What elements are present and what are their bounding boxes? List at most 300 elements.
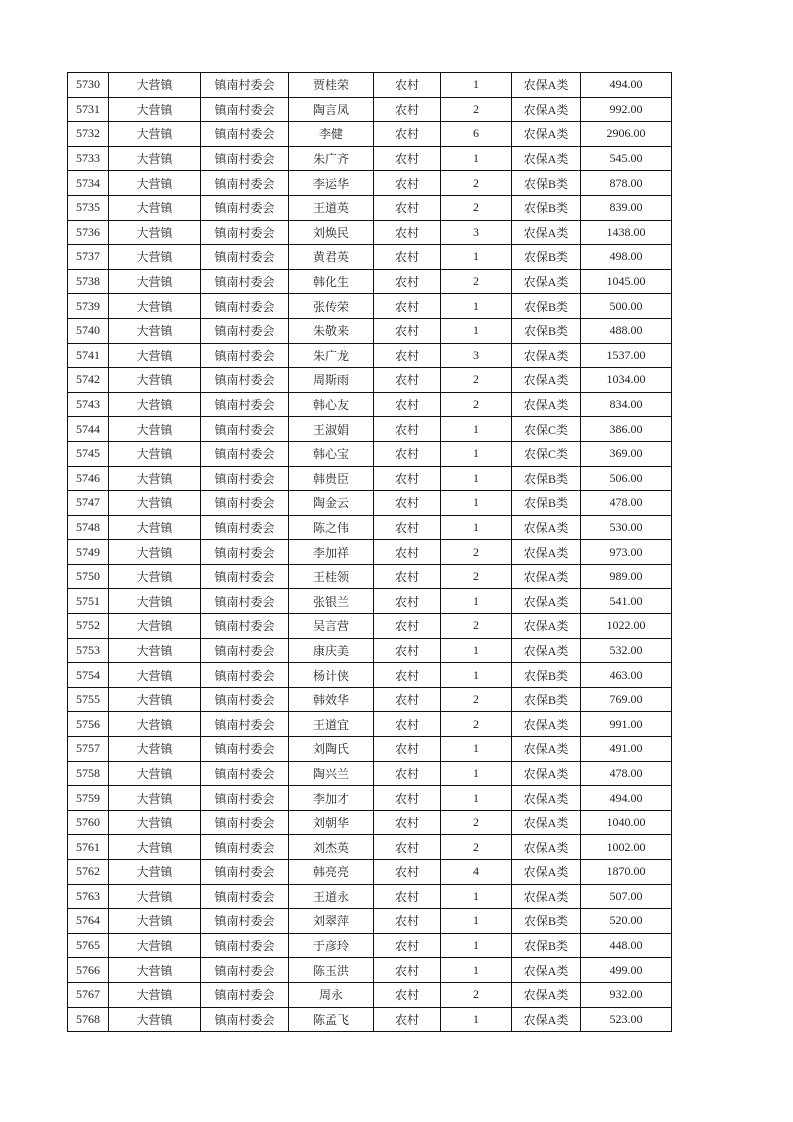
amount-cell: 769.00 (581, 687, 672, 712)
household-size-cell: 1 (441, 441, 512, 466)
name-cell: 韩心友 (289, 392, 374, 417)
table-row (68, 392, 672, 417)
household-size-cell: 1 (441, 146, 512, 171)
amount-cell: 2906.00 (581, 122, 672, 147)
table-row (68, 220, 672, 245)
area-type-cell: 农村 (374, 909, 441, 934)
amount-cell: 491.00 (581, 737, 672, 762)
household-size-cell: 2 (441, 810, 512, 835)
row-number-cell: 5766 (68, 958, 109, 983)
name-cell: 朱广齐 (289, 146, 374, 171)
town-cell: 大营镇 (109, 146, 201, 171)
row-number-cell: 5734 (68, 171, 109, 196)
household-size-cell: 2 (441, 171, 512, 196)
insurance-category-cell: 农保A类 (512, 860, 581, 885)
insurance-category-cell: 农保A类 (512, 810, 581, 835)
amount-cell: 1034.00 (581, 368, 672, 393)
household-size-cell: 1 (441, 294, 512, 319)
table-row (68, 835, 672, 860)
table-row (68, 195, 672, 220)
insurance-category-cell: 农保A类 (512, 564, 581, 589)
name-cell: 张银兰 (289, 589, 374, 614)
household-size-cell: 2 (441, 982, 512, 1007)
village-committee-cell: 镇南村委会 (201, 318, 289, 343)
amount-cell: 545.00 (581, 146, 672, 171)
village-committee-cell: 镇南村委会 (201, 737, 289, 762)
insurance-category-cell: 农保A类 (512, 515, 581, 540)
table-row (68, 515, 672, 540)
insurance-category-cell: 农保A类 (512, 982, 581, 1007)
amount-cell: 523.00 (581, 1007, 672, 1032)
town-cell: 大营镇 (109, 909, 201, 934)
town-cell: 大营镇 (109, 810, 201, 835)
row-number-cell: 5746 (68, 466, 109, 491)
village-committee-cell: 镇南村委会 (201, 786, 289, 811)
area-type-cell: 农村 (374, 663, 441, 688)
amount-cell: 506.00 (581, 466, 672, 491)
area-type-cell: 农村 (374, 786, 441, 811)
village-committee-cell: 镇南村委会 (201, 564, 289, 589)
town-cell: 大营镇 (109, 491, 201, 516)
name-cell: 陈孟飞 (289, 1007, 374, 1032)
area-type-cell: 农村 (374, 712, 441, 737)
row-number-cell: 5751 (68, 589, 109, 614)
amount-cell: 499.00 (581, 958, 672, 983)
row-number-cell: 5739 (68, 294, 109, 319)
name-cell: 刘朝华 (289, 810, 374, 835)
village-committee-cell: 镇南村委会 (201, 343, 289, 368)
area-type-cell: 农村 (374, 269, 441, 294)
area-type-cell: 农村 (374, 589, 441, 614)
row-number-cell: 5731 (68, 97, 109, 122)
area-type-cell: 农村 (374, 318, 441, 343)
row-number-cell: 5765 (68, 933, 109, 958)
name-cell: 陶言凤 (289, 97, 374, 122)
amount-cell: 530.00 (581, 515, 672, 540)
household-size-cell: 1 (441, 515, 512, 540)
household-size-cell: 2 (441, 269, 512, 294)
household-size-cell: 1 (441, 589, 512, 614)
insurance-category-cell: 农保A类 (512, 73, 581, 98)
town-cell: 大营镇 (109, 294, 201, 319)
household-size-cell: 1 (441, 737, 512, 762)
row-number-cell: 5738 (68, 269, 109, 294)
row-number-cell: 5737 (68, 245, 109, 270)
town-cell: 大营镇 (109, 860, 201, 885)
village-committee-cell: 镇南村委会 (201, 392, 289, 417)
name-cell: 王道宜 (289, 712, 374, 737)
household-size-cell: 2 (441, 392, 512, 417)
row-number-cell: 5741 (68, 343, 109, 368)
row-number-cell: 5753 (68, 638, 109, 663)
village-committee-cell: 镇南村委会 (201, 466, 289, 491)
name-cell: 朱广龙 (289, 343, 374, 368)
amount-cell: 834.00 (581, 392, 672, 417)
village-committee-cell: 镇南村委会 (201, 638, 289, 663)
amount-cell: 520.00 (581, 909, 672, 934)
amount-cell: 991.00 (581, 712, 672, 737)
name-cell: 吴言营 (289, 614, 374, 639)
insurance-category-cell: 农保A类 (512, 368, 581, 393)
name-cell: 韩贵臣 (289, 466, 374, 491)
name-cell: 杨计侠 (289, 663, 374, 688)
town-cell: 大营镇 (109, 368, 201, 393)
insurance-category-cell: 农保B类 (512, 171, 581, 196)
town-cell: 大营镇 (109, 343, 201, 368)
town-cell: 大营镇 (109, 318, 201, 343)
table-row (68, 146, 672, 171)
town-cell: 大营镇 (109, 835, 201, 860)
table-row (68, 712, 672, 737)
amount-cell: 878.00 (581, 171, 672, 196)
table-row (68, 73, 672, 98)
amount-cell: 1045.00 (581, 269, 672, 294)
household-size-cell: 1 (441, 73, 512, 98)
town-cell: 大营镇 (109, 933, 201, 958)
amount-cell: 532.00 (581, 638, 672, 663)
insurance-category-cell: 农保A类 (512, 884, 581, 909)
row-number-cell: 5760 (68, 810, 109, 835)
household-size-cell: 1 (441, 663, 512, 688)
area-type-cell: 农村 (374, 958, 441, 983)
area-type-cell: 农村 (374, 860, 441, 885)
table-row (68, 171, 672, 196)
area-type-cell: 农村 (374, 491, 441, 516)
village-committee-cell: 镇南村委会 (201, 909, 289, 934)
table-row (68, 122, 672, 147)
insurance-category-cell: 农保A类 (512, 220, 581, 245)
row-number-cell: 5736 (68, 220, 109, 245)
name-cell: 康庆美 (289, 638, 374, 663)
insurance-category-cell: 农保A类 (512, 958, 581, 983)
amount-cell: 839.00 (581, 195, 672, 220)
insurance-category-cell: 农保C类 (512, 417, 581, 442)
amount-cell: 1870.00 (581, 860, 672, 885)
household-size-cell: 1 (441, 909, 512, 934)
amount-cell: 498.00 (581, 245, 672, 270)
area-type-cell: 农村 (374, 97, 441, 122)
town-cell: 大营镇 (109, 220, 201, 245)
town-cell: 大营镇 (109, 392, 201, 417)
table-row (68, 491, 672, 516)
village-committee-cell: 镇南村委会 (201, 687, 289, 712)
insurance-category-cell: 农保A类 (512, 97, 581, 122)
amount-cell: 494.00 (581, 73, 672, 98)
insurance-category-cell: 农保B类 (512, 933, 581, 958)
town-cell: 大营镇 (109, 884, 201, 909)
village-committee-cell: 镇南村委会 (201, 810, 289, 835)
area-type-cell: 农村 (374, 982, 441, 1007)
insurance-category-cell: 农保B类 (512, 294, 581, 319)
town-cell: 大营镇 (109, 441, 201, 466)
town-cell: 大营镇 (109, 1007, 201, 1032)
table-row (68, 761, 672, 786)
insurance-category-cell: 农保A类 (512, 269, 581, 294)
town-cell: 大营镇 (109, 466, 201, 491)
insurance-category-cell: 农保A类 (512, 1007, 581, 1032)
area-type-cell: 农村 (374, 933, 441, 958)
row-number-cell: 5752 (68, 614, 109, 639)
household-size-cell: 3 (441, 343, 512, 368)
insurance-category-cell: 农保B类 (512, 491, 581, 516)
town-cell: 大营镇 (109, 564, 201, 589)
row-number-cell: 5757 (68, 737, 109, 762)
village-committee-cell: 镇南村委会 (201, 122, 289, 147)
name-cell: 王道英 (289, 195, 374, 220)
town-cell: 大营镇 (109, 122, 201, 147)
row-number-cell: 5732 (68, 122, 109, 147)
household-size-cell: 1 (441, 958, 512, 983)
name-cell: 刘翠萍 (289, 909, 374, 934)
row-number-cell: 5756 (68, 712, 109, 737)
amount-cell: 478.00 (581, 761, 672, 786)
insurance-category-cell: 农保A类 (512, 343, 581, 368)
amount-cell: 1040.00 (581, 810, 672, 835)
village-committee-cell: 镇南村委会 (201, 958, 289, 983)
town-cell: 大营镇 (109, 663, 201, 688)
row-number-cell: 5754 (68, 663, 109, 688)
town-cell: 大营镇 (109, 687, 201, 712)
amount-cell: 989.00 (581, 564, 672, 589)
village-committee-cell: 镇南村委会 (201, 712, 289, 737)
name-cell: 王道永 (289, 884, 374, 909)
insurance-category-cell: 农保A类 (512, 122, 581, 147)
insurance-category-cell: 农保A类 (512, 614, 581, 639)
area-type-cell: 农村 (374, 810, 441, 835)
row-number-cell: 5742 (68, 368, 109, 393)
name-cell: 刘陶氏 (289, 737, 374, 762)
table-row (68, 269, 672, 294)
insurance-category-cell: 农保A类 (512, 146, 581, 171)
household-size-cell: 1 (441, 638, 512, 663)
household-size-cell: 1 (441, 884, 512, 909)
insurance-category-cell: 农保B类 (512, 909, 581, 934)
village-committee-cell: 镇南村委会 (201, 933, 289, 958)
town-cell: 大营镇 (109, 761, 201, 786)
town-cell: 大营镇 (109, 73, 201, 98)
village-committee-cell: 镇南村委会 (201, 1007, 289, 1032)
village-committee-cell: 镇南村委会 (201, 589, 289, 614)
town-cell: 大营镇 (109, 540, 201, 565)
row-number-cell: 5745 (68, 441, 109, 466)
town-cell: 大营镇 (109, 97, 201, 122)
name-cell: 陶兴兰 (289, 761, 374, 786)
name-cell: 韩化生 (289, 269, 374, 294)
village-committee-cell: 镇南村委会 (201, 171, 289, 196)
table-row (68, 958, 672, 983)
village-committee-cell: 镇南村委会 (201, 195, 289, 220)
table-body (68, 73, 672, 1032)
name-cell: 刘杰英 (289, 835, 374, 860)
area-type-cell: 农村 (374, 761, 441, 786)
household-size-cell: 1 (441, 933, 512, 958)
area-type-cell: 农村 (374, 1007, 441, 1032)
area-type-cell: 农村 (374, 638, 441, 663)
amount-cell: 1438.00 (581, 220, 672, 245)
household-size-cell: 1 (441, 466, 512, 491)
insurance-category-cell: 农保A类 (512, 540, 581, 565)
household-size-cell: 1 (441, 245, 512, 270)
area-type-cell: 农村 (374, 195, 441, 220)
household-size-cell: 6 (441, 122, 512, 147)
table-row (68, 466, 672, 491)
household-size-cell: 2 (441, 614, 512, 639)
table-row (68, 860, 672, 885)
insurance-category-cell: 农保A类 (512, 786, 581, 811)
row-number-cell: 5748 (68, 515, 109, 540)
row-number-cell: 5755 (68, 687, 109, 712)
town-cell: 大营镇 (109, 638, 201, 663)
area-type-cell: 农村 (374, 294, 441, 319)
row-number-cell: 5750 (68, 564, 109, 589)
insurance-category-cell: 农保B类 (512, 687, 581, 712)
amount-cell: 369.00 (581, 441, 672, 466)
row-number-cell: 5764 (68, 909, 109, 934)
table-row (68, 441, 672, 466)
area-type-cell: 农村 (374, 515, 441, 540)
household-size-cell: 1 (441, 491, 512, 516)
town-cell: 大营镇 (109, 712, 201, 737)
table-row (68, 909, 672, 934)
insurance-category-cell: 农保A类 (512, 589, 581, 614)
amount-cell: 932.00 (581, 982, 672, 1007)
name-cell: 陈玉洪 (289, 958, 374, 983)
amount-cell: 500.00 (581, 294, 672, 319)
name-cell: 李健 (289, 122, 374, 147)
table-row (68, 294, 672, 319)
town-cell: 大营镇 (109, 515, 201, 540)
name-cell: 王桂领 (289, 564, 374, 589)
village-committee-cell: 镇南村委会 (201, 441, 289, 466)
town-cell: 大营镇 (109, 195, 201, 220)
village-committee-cell: 镇南村委会 (201, 663, 289, 688)
table-row (68, 786, 672, 811)
household-size-cell: 1 (441, 786, 512, 811)
village-committee-cell: 镇南村委会 (201, 294, 289, 319)
household-size-cell: 1 (441, 417, 512, 442)
insurance-category-cell: 农保B类 (512, 245, 581, 270)
name-cell: 陈之伟 (289, 515, 374, 540)
insurance-category-cell: 农保B类 (512, 318, 581, 343)
table-row (68, 417, 672, 442)
table-row (68, 933, 672, 958)
insurance-category-cell: 农保B类 (512, 195, 581, 220)
area-type-cell: 农村 (374, 466, 441, 491)
table-row (68, 589, 672, 614)
insurance-category-cell: 农保A类 (512, 638, 581, 663)
area-type-cell: 农村 (374, 540, 441, 565)
amount-cell: 541.00 (581, 589, 672, 614)
town-cell: 大营镇 (109, 171, 201, 196)
name-cell: 李运华 (289, 171, 374, 196)
name-cell: 韩亮亮 (289, 860, 374, 885)
table-row (68, 245, 672, 270)
household-size-cell: 2 (441, 97, 512, 122)
village-committee-cell: 镇南村委会 (201, 540, 289, 565)
household-size-cell: 2 (441, 195, 512, 220)
area-type-cell: 农村 (374, 392, 441, 417)
row-number-cell: 5768 (68, 1007, 109, 1032)
amount-cell: 386.00 (581, 417, 672, 442)
village-committee-cell: 镇南村委会 (201, 146, 289, 171)
row-number-cell: 5762 (68, 860, 109, 885)
table-row (68, 343, 672, 368)
table-row (68, 982, 672, 1007)
row-number-cell: 5744 (68, 417, 109, 442)
village-committee-cell: 镇南村委会 (201, 982, 289, 1007)
village-committee-cell: 镇南村委会 (201, 220, 289, 245)
village-committee-cell: 镇南村委会 (201, 417, 289, 442)
table-row (68, 614, 672, 639)
row-number-cell: 5767 (68, 982, 109, 1007)
table-row (68, 638, 672, 663)
name-cell: 韩心宝 (289, 441, 374, 466)
amount-cell: 992.00 (581, 97, 672, 122)
household-size-cell: 2 (441, 564, 512, 589)
name-cell: 于彦玲 (289, 933, 374, 958)
name-cell: 王淑娟 (289, 417, 374, 442)
row-number-cell: 5758 (68, 761, 109, 786)
area-type-cell: 农村 (374, 73, 441, 98)
household-size-cell: 2 (441, 835, 512, 860)
row-number-cell: 5747 (68, 491, 109, 516)
town-cell: 大营镇 (109, 786, 201, 811)
insurance-category-cell: 农保A类 (512, 835, 581, 860)
insurance-category-cell: 农保A类 (512, 761, 581, 786)
area-type-cell: 农村 (374, 737, 441, 762)
household-size-cell: 3 (441, 220, 512, 245)
town-cell: 大营镇 (109, 245, 201, 270)
table-row (68, 318, 672, 343)
name-cell: 黄君英 (289, 245, 374, 270)
household-size-cell: 2 (441, 540, 512, 565)
name-cell: 陶金云 (289, 491, 374, 516)
area-type-cell: 农村 (374, 835, 441, 860)
table-row (68, 540, 672, 565)
town-cell: 大营镇 (109, 269, 201, 294)
village-committee-cell: 镇南村委会 (201, 245, 289, 270)
row-number-cell: 5730 (68, 73, 109, 98)
household-size-cell: 2 (441, 712, 512, 737)
row-number-cell: 5733 (68, 146, 109, 171)
area-type-cell: 农村 (374, 564, 441, 589)
amount-cell: 463.00 (581, 663, 672, 688)
village-committee-cell: 镇南村委会 (201, 515, 289, 540)
household-size-cell: 1 (441, 1007, 512, 1032)
table-row (68, 564, 672, 589)
area-type-cell: 农村 (374, 343, 441, 368)
amount-cell: 1537.00 (581, 343, 672, 368)
household-size-cell: 4 (441, 860, 512, 885)
household-size-cell: 1 (441, 318, 512, 343)
table-row (68, 663, 672, 688)
table-row (68, 1007, 672, 1032)
amount-cell: 1022.00 (581, 614, 672, 639)
area-type-cell: 农村 (374, 368, 441, 393)
name-cell: 朱敬来 (289, 318, 374, 343)
area-type-cell: 农村 (374, 220, 441, 245)
area-type-cell: 农村 (374, 146, 441, 171)
row-number-cell: 5740 (68, 318, 109, 343)
area-type-cell: 农村 (374, 245, 441, 270)
area-type-cell: 农村 (374, 614, 441, 639)
table-row (68, 737, 672, 762)
area-type-cell: 农村 (374, 687, 441, 712)
row-number-cell: 5759 (68, 786, 109, 811)
name-cell: 韩效华 (289, 687, 374, 712)
amount-cell: 507.00 (581, 884, 672, 909)
amount-cell: 488.00 (581, 318, 672, 343)
